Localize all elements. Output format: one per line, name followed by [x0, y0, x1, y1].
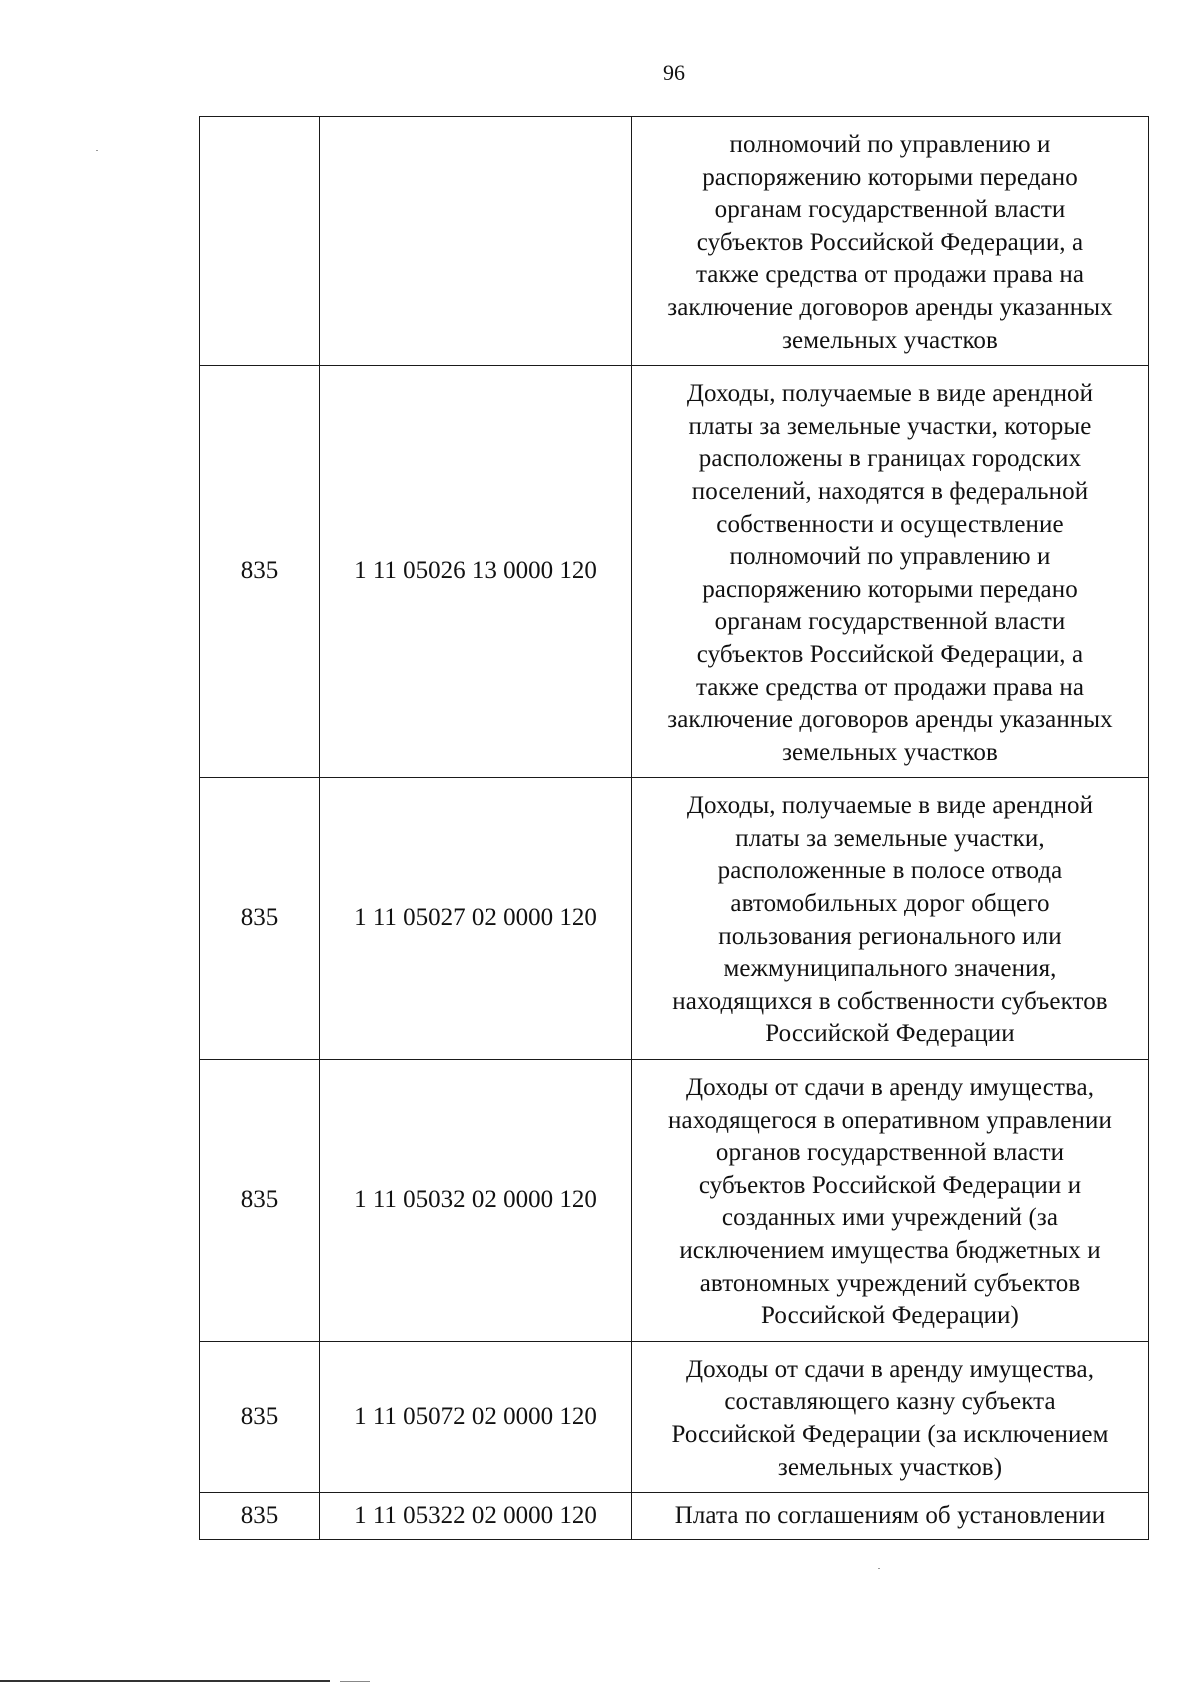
description-line: земельных участков) [777, 1453, 1003, 1481]
table-body [200, 117, 1149, 1540]
scan-speck [878, 1568, 880, 1569]
description-line: земельных участков [782, 738, 998, 766]
admin-code-cell: 835 [200, 1493, 320, 1540]
admin-code-cell: 835 [200, 778, 320, 1060]
description-line: полномочий по управлению и [729, 543, 1051, 571]
description-line: полномочий по управлению и [729, 131, 1051, 158]
table-row [200, 1060, 1149, 1342]
description-line: Плата по соглашениям об установлении [674, 1501, 1106, 1529]
table-row [200, 117, 1149, 366]
admin-code-cell: 835 [200, 1341, 320, 1492]
revenue-description-cell [632, 117, 1149, 366]
revenue-description-cell [632, 778, 1149, 1060]
description-line: расположены в границах городских [698, 445, 1082, 473]
scan-artifact-line [340, 1681, 370, 1682]
description-line: органов государственной власти [715, 1139, 1065, 1167]
description-line: Российской Федерации (за исключением [671, 1420, 1109, 1448]
description-line: автономных учреждений субъектов [699, 1269, 1081, 1297]
description-line: заключение договоров аренды указанных [667, 293, 1113, 321]
revenue-description-cell [632, 1060, 1149, 1342]
description-line: органам государственной власти [714, 196, 1066, 224]
description-line: автомобильных дорог общего [730, 890, 1050, 918]
table-row [200, 1493, 1149, 1540]
table-row [200, 1341, 1149, 1492]
description-line: Российской Федерации) [761, 1302, 1019, 1330]
revenue-description-cell [632, 366, 1149, 778]
description-line: пользования регионального или [718, 922, 1062, 950]
description-line: платы за земельные участки, [735, 824, 1045, 852]
description-line: заключение договоров аренды указанных [667, 706, 1113, 734]
description-line: платы за земельные участки, которые [688, 412, 1092, 440]
budget-code-cell: 1 11 05072 02 0000 120 [320, 1341, 632, 1492]
budget-code-cell [320, 117, 632, 366]
description-line: находящегося в оперативном управлении [668, 1106, 1112, 1134]
budget-code-cell: 1 11 05026 13 0000 120 [320, 366, 632, 778]
description-line: также средства от продажи права на [695, 673, 1085, 701]
revenue-codes-table [199, 116, 1149, 1540]
description-line: распоряжению которыми передано [702, 163, 1078, 191]
scan-artifact-line [0, 1680, 330, 1682]
description-line: субъектов Российской Федерации и [698, 1171, 1082, 1199]
description-line: субъектов Российской Федерации, а [696, 640, 1084, 668]
description-line: Доходы от сдачи в аренду имущества, [685, 1355, 1095, 1383]
description-line: составляющего казну субъекта [724, 1388, 1056, 1416]
budget-code-cell: 1 11 05027 02 0000 120 [320, 778, 632, 1060]
description-line: также средства от продажи права на [695, 261, 1085, 289]
revenue-description-cell [632, 1493, 1149, 1540]
description-line: поселений, находятся в федеральной [691, 477, 1089, 505]
revenue-description-cell [632, 1341, 1149, 1492]
admin-code-cell: 835 [200, 366, 320, 778]
description-line: Доходы от сдачи в аренду имущества, [685, 1074, 1095, 1102]
description-line: Российской Федерации [765, 1020, 1015, 1048]
admin-code-cell [200, 117, 320, 366]
description-line: земельных участков [782, 326, 998, 354]
description-line: субъектов Российской Федерации, а [696, 228, 1084, 256]
description-line: собственности и осуществление [716, 510, 1064, 538]
page-number: 96 [663, 60, 685, 85]
scan-speck [96, 150, 98, 151]
description-line: органам государственной власти [714, 608, 1066, 636]
budget-code-cell: 1 11 05322 02 0000 120 [320, 1493, 632, 1540]
description-line: расположенные в полосе отвода [717, 857, 1063, 885]
description-line: созданных ими учреждений (за [721, 1204, 1059, 1232]
description-line: находящихся в собственности субъектов [672, 987, 1108, 1015]
admin-code-cell: 835 [200, 1060, 320, 1342]
table-row [200, 778, 1149, 1060]
description-line: исключением имущества бюджетных и [679, 1237, 1101, 1264]
description-line: Доходы, получаемые в виде арендной [686, 380, 1094, 408]
description-line: Доходы, получаемые в виде арендной [686, 792, 1094, 820]
table-row [200, 366, 1149, 778]
description-line: распоряжению которыми передано [702, 575, 1078, 603]
budget-code-cell: 1 11 05032 02 0000 120 [320, 1060, 632, 1342]
description-line: межмуниципального значения, [723, 955, 1057, 983]
